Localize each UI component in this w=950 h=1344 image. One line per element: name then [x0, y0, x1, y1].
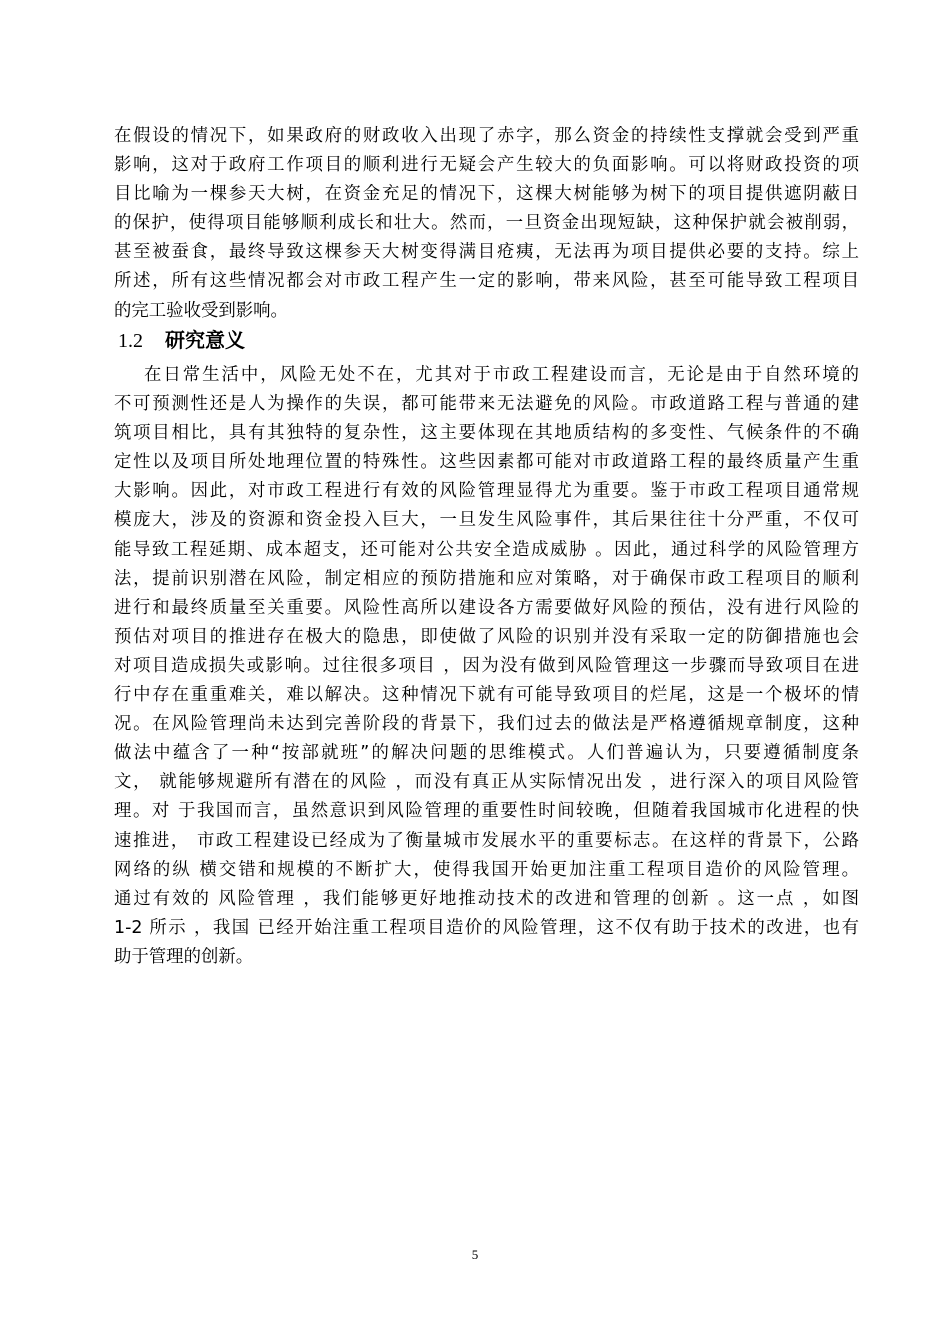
- paragraph-line: 预估对项目的推进存在极大的隐患，即使做了风险的识别并没有采取一定的防御措施也会: [114, 626, 859, 647]
- paragraph-line: 理。对 于我国而言，虽然意识到风险管理的重要性时间较晚，但随着我国城市化进程的快: [114, 801, 859, 822]
- section-heading: [118, 326, 245, 355]
- section-number: 1.2: [118, 330, 143, 352]
- paragraph-line: 的保护，使得项目能够顺利成长和壮大。然而，一旦资金出现短缺，这种保护就会被削弱，: [114, 213, 859, 234]
- paragraph-line: 进行和最终质量至关重要。风险性高所以建设各方需要做好风险的预估，没有进行风险的: [114, 597, 859, 618]
- paragraph-line: 行中存在重重难关，难以解决。这种情况下就有可能导致项目的烂尾，这是一个极坏的情: [114, 685, 859, 706]
- paragraph-line: 况。在风险管理尚未达到完善阶段的背景下，我们过去的做法是严格遵循规章制度，这种: [114, 714, 859, 735]
- paragraph-line: 在日常生活中，风险无处不在，尤其对于市政工程建设而言，无论是由于自然环境的: [114, 365, 859, 385]
- paragraph-line: 通过有效的 风险管理 ，我们能够更好地推动技术的改进和管理的创新 。这一点 ，如图: [114, 888, 859, 909]
- page-number: 5: [471, 1247, 479, 1262]
- paragraph-line: 不可预测性还是人为操作的失误，都可能带来无法避免的风险。市政道路工程与普通的建: [114, 394, 859, 415]
- paragraph-line: 法，提前识别潜在风险，制定相应的预防措施和应对策略，对于确保市政工程项目的顺利: [114, 568, 859, 589]
- paragraph-line: 文， 就能够规避所有潜在的风险 ，而没有真正从实际情况出发 ，进行深入的项目风险管: [114, 772, 859, 793]
- paragraph-line: 1-2 所示 ，我国 已经开始注重工程项目造价的风险管理，这不仅有助于技术的改进，也有: [114, 917, 859, 938]
- paragraph-line: 能导致工程延期、成本超支，还可能对公共安全造成威胁 。因此，通过科学的风险管理方: [114, 539, 859, 560]
- paragraph-line: 大影响。因此，对市政工程进行有效的风险管理显得尤为重要。鉴于市政工程项目通常规: [114, 481, 859, 502]
- section-title: 研究意义: [165, 328, 245, 352]
- paragraph-line: 筑项目相比，具有其独特的复杂性，这主要体现在其地质结构的多变性、气候条件的不确: [114, 423, 859, 444]
- paragraph-line: 在假设的情况下，如果政府的财政收入出现了赤字，那么资金的持续性支撑就会受到严重: [114, 126, 859, 146]
- paragraph-line: 目比喻为一棵参天大树，在资金充足的情况下，这棵大树能够为树下的项目提供遮阴蔽日: [114, 184, 859, 205]
- paragraph-line: 助于管理的创新。: [114, 946, 254, 967]
- paragraph-line: 网络的纵 横交错和规模的不断扩大，使得我国开始更加注重工程项目造价的风险管理。: [114, 859, 859, 880]
- paragraph-2: [114, 361, 859, 972]
- paragraph-line: 影响，这对于政府工作项目的顺利进行无疑会产生较大的负面影响。可以将财政投资的项: [114, 155, 859, 176]
- paragraph-line: 甚至被蚕食，最终导致这棵参天大树变得满目疮痍，无法再为项目提供必要的支持。综上: [114, 242, 859, 263]
- paragraph-line: 做法中蕴含了一种“按部就班”的解决问题的思维模式。人们普遍认为，只要遵循制度条: [114, 743, 859, 764]
- paragraph-1: [114, 122, 859, 326]
- paragraph-line: 对项目造成损失或影响。过往很多项目 ，因为没有做到风险管理这一步骤而导致项目在进: [114, 655, 859, 676]
- paragraph-line: 的完工验收受到影响。: [114, 300, 288, 321]
- paragraph-line: 定性以及项目所处地理位置的特殊性。这些因素都可能对市政道路工程的最终质量产生重: [114, 452, 859, 473]
- paragraph-line: 速推进， 市政工程建设已经成为了衡量城市发展水平的重要标志。在这样的背景下，公路: [114, 830, 859, 851]
- paragraph-line: 所述，所有这些情况都会对市政工程产生一定的影响，带来风险，甚至可能导致工程项目: [114, 271, 859, 292]
- paragraph-line: 模庞大，涉及的资源和资金投入巨大，一旦发生风险事件，其后果往往十分严重，不仅可: [114, 510, 859, 531]
